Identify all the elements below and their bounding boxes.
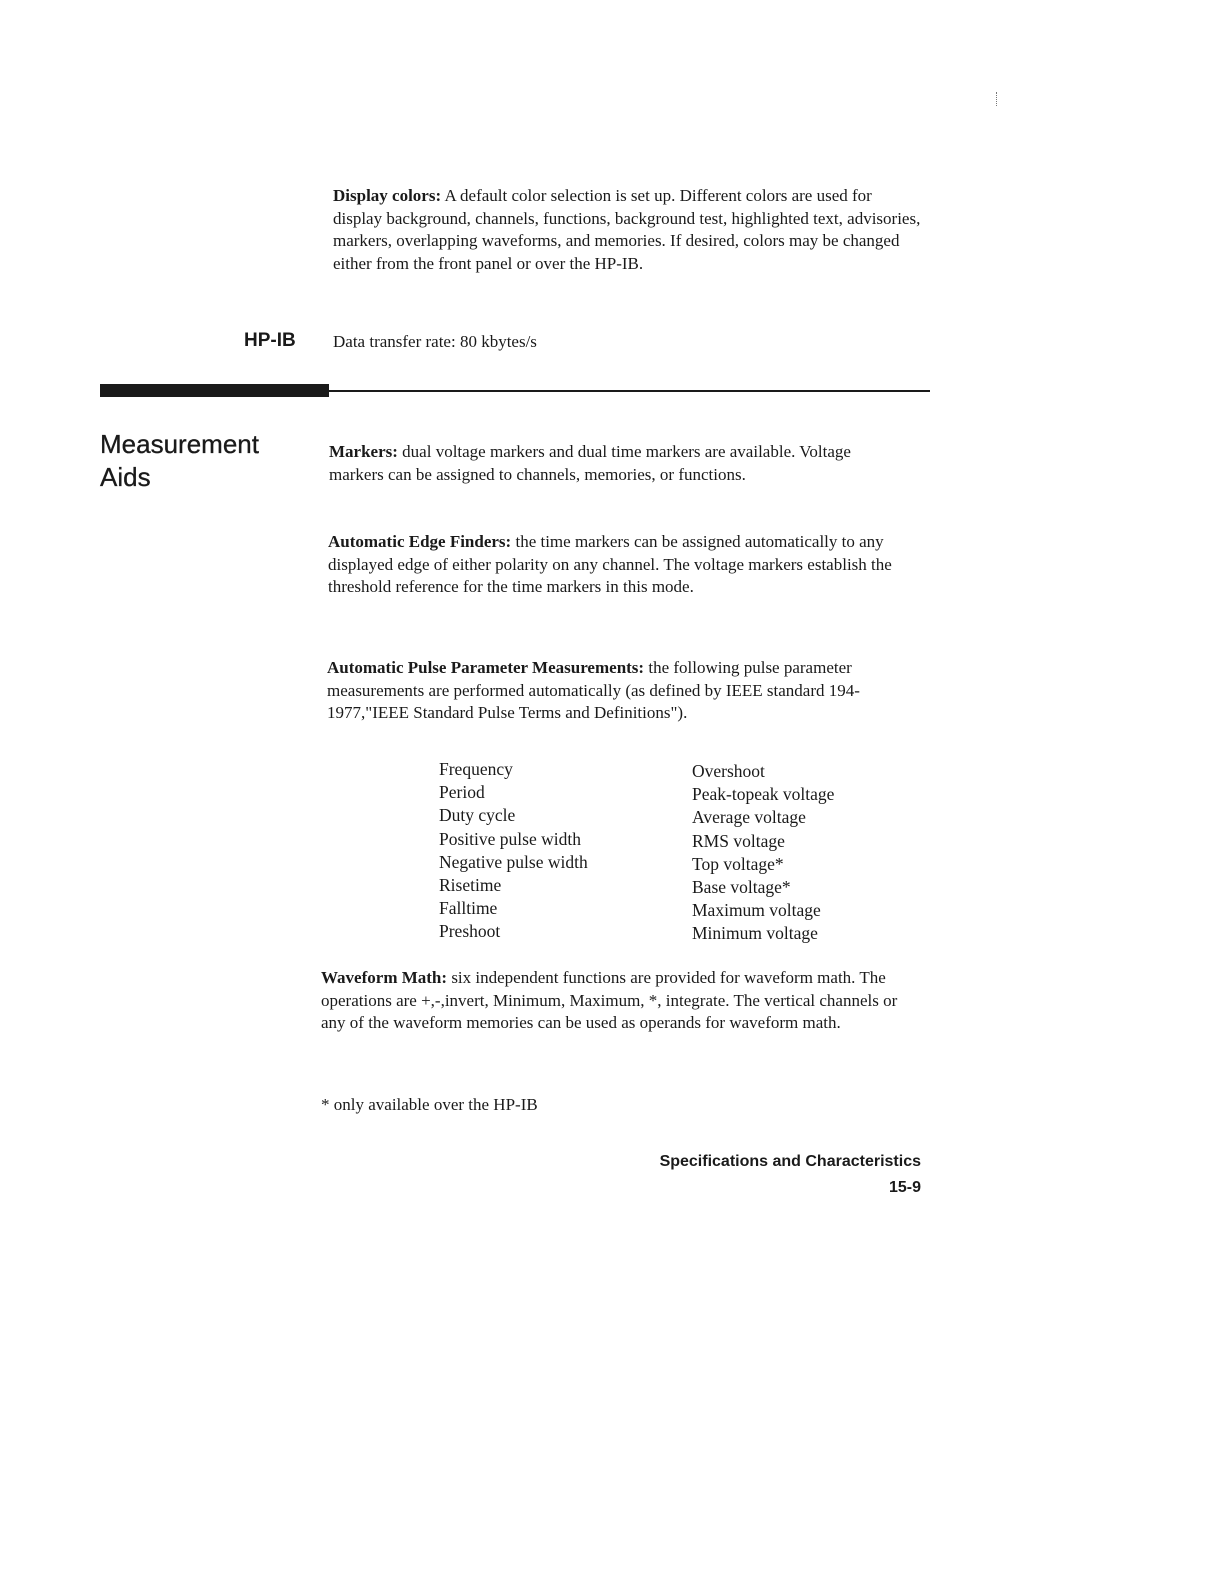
pulse-parameters-label: Automatic Pulse Parameter Measurements: <box>327 658 645 677</box>
list-item: Falltime <box>439 898 498 919</box>
section-rule-bar <box>100 384 329 397</box>
waveform-math-text: six independent functions are provided for waveform math. The operations are +,-,invert, Minimum, Maximum, *, integrate. The vertical channels or any of the waveform memories can be used as operands for waveform math. <box>321 968 898 1032</box>
footer-title: Specifications and Characteristics <box>659 1153 921 1170</box>
display-colors-paragraph <box>333 185 923 275</box>
measurement-list-right <box>692 760 834 946</box>
list-item: Average voltage <box>692 807 806 828</box>
list-item: Minimum voltage <box>692 923 818 944</box>
heading-line-2: Aids <box>100 462 151 492</box>
markers-label: Markers: <box>329 442 398 461</box>
measurement-list-left <box>439 758 588 944</box>
edge-finders-label: Automatic Edge Finders: <box>328 532 512 551</box>
list-item: RMS voltage <box>692 830 785 851</box>
list-item: Frequency <box>439 759 513 779</box>
list-item: Period <box>439 782 485 803</box>
list-item: Base voltage* <box>692 877 791 898</box>
list-item: Negative pulse width <box>439 851 588 872</box>
list-item: Positive pulse width <box>439 828 581 849</box>
footnote: * only available over the HP-IB <box>321 1095 538 1114</box>
hpib-heading: HP-IB <box>244 330 296 351</box>
list-item: Peak-topeak voltage <box>692 784 835 805</box>
hpib-data-rate: Data transfer rate: 80 kbytes/s <box>333 332 537 351</box>
edge-finders-paragraph <box>328 531 920 599</box>
list-item: Maximum voltage <box>692 900 821 921</box>
scan-mark <box>996 92 998 106</box>
waveform-math-label: Waveform Math: <box>321 968 448 987</box>
page-number: 15-9 <box>888 1179 921 1196</box>
pulse-parameters-paragraph <box>327 657 927 725</box>
heading-line-1: Measurement <box>100 429 259 459</box>
markers-paragraph <box>329 441 899 486</box>
list-item: Duty cycle <box>439 805 516 826</box>
measurement-aids-heading <box>100 428 259 494</box>
list-item: Risetime <box>439 875 502 896</box>
waveform-math-paragraph <box>321 967 911 1035</box>
list-item: Preshoot <box>439 921 501 942</box>
list-item: Top voltage* <box>692 853 784 874</box>
display-colors-text: A default color selection is set up. Different colors are used for display background, channels, functions, background test, highlighted text, advisories, markers, overlapping waveforms, and memories. If desired, colors may be changed either from the front panel or over the HP-IB. <box>333 186 921 273</box>
list-item: Overshoot <box>692 761 765 781</box>
display-colors-label: Display colors: <box>333 186 442 205</box>
markers-text: dual voltage markers and dual time markers are available. Voltage markers can be assigned to channels, memories, or functions. <box>329 442 851 484</box>
edge-finders-text: the time markers can be assigned automatically to any displayed edge of either polarity on any channel. The voltage markers establish the threshold reference for the time markers in this mode. <box>328 532 892 596</box>
pulse-parameters-text: the following pulse parameter measurements are performed automatically (as defined by IEEE standard 194-1977,"IEEE Standard Pulse Terms and Definitions"). <box>327 658 860 722</box>
